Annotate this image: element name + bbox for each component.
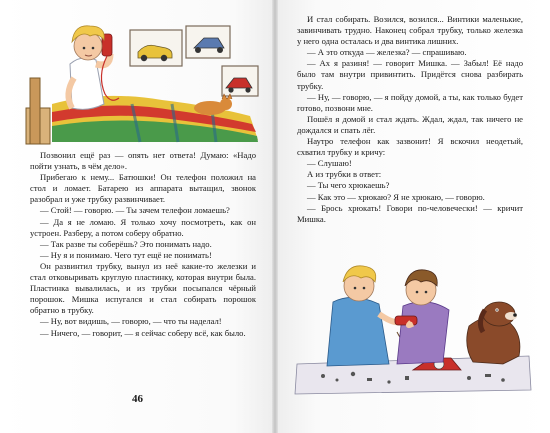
right-page-text	[297, 14, 523, 225]
paragraph: — Ну, — говорю, — я пойду домой, а ты, как только будет готово, позвони мне.	[297, 91, 523, 113]
paragraph: — Слушаю!	[307, 158, 352, 169]
paragraph: — Да я не ломаю. Я только хочу посмотреть, как он устроен. Разберу, а потом соберу обратно.	[30, 216, 256, 238]
paragraph: А из трубки в ответ:	[307, 169, 382, 180]
paragraph: — Ну я и понимаю. Чего тут ещё не понимать!	[40, 249, 212, 260]
left-page-text	[30, 150, 256, 339]
paragraph: И стал собирать. Возился, возился... Винтики маленькие, завинчивать трудно. Наконец собрал трубку, только железка у него одна осталась и два винтика лишних.	[297, 14, 523, 47]
paragraph: — Брось хрюкать! Говори по-человечески! — кричит Мишка.	[297, 202, 523, 224]
boy-in-bed-with-phone-icon	[12, 8, 262, 146]
paragraph: — Ты чего хрюкаешь?	[307, 180, 390, 191]
paragraph: Прибегаю к нему... Батюшки! Он телефон положил на стол и ломает. Батарею из аппарата вытащил, звонок разобрал и уже трубку развинчивает.	[30, 172, 256, 205]
paragraph: — Как это — хрюкаю? Я не хрюкаю, — говорю.	[307, 191, 485, 202]
paragraph: — Ну, вот видишь, — говорю, — что ты наделал!	[40, 316, 222, 327]
paragraph: Он развинтил трубку, вынул из неё какие-то железки и стал отковыривать круглую пластинку, которая внутри была. Пластинка вывалилась, и из трубки посыпался чёрный порошок. Мишка испугался и стал собирать порошок обратно в трубку.	[30, 260, 256, 316]
paragraph: Позвонил ещё раз — опять нет ответа! Думаю: «Надо пойти узнать, в чём дело».	[30, 150, 256, 172]
paragraph: — Ничего, — говорит, — я сейчас соберу всё, как было.	[40, 327, 246, 338]
page-number: 46	[132, 393, 143, 405]
paragraph: — Так разве ты соберёшь? Это понимать надо.	[40, 238, 212, 249]
paragraph: — Ах я разиня! — говорит Мишка. — Забыл! Её надо было там внутри привинтить. Придётся снова разбирать трубку.	[297, 58, 523, 91]
paragraph: Наутро телефон как зазвонит! Я вскочил неодетый, схватил трубку и кричу:	[297, 136, 523, 158]
two-boys-fixing-phone-icon	[293, 252, 533, 398]
paragraph: — Стой! — говорю. — Ты зачем телефон ломаешь?	[40, 205, 230, 216]
paragraph: — А это откуда — железка? — спрашиваю.	[307, 47, 467, 58]
right-page	[275, 0, 550, 433]
book-gutter	[272, 0, 278, 433]
paragraph: Пошёл я домой и стал ждать. Ждал, ждал, так ничего не дождался и спать лёг.	[297, 113, 523, 135]
